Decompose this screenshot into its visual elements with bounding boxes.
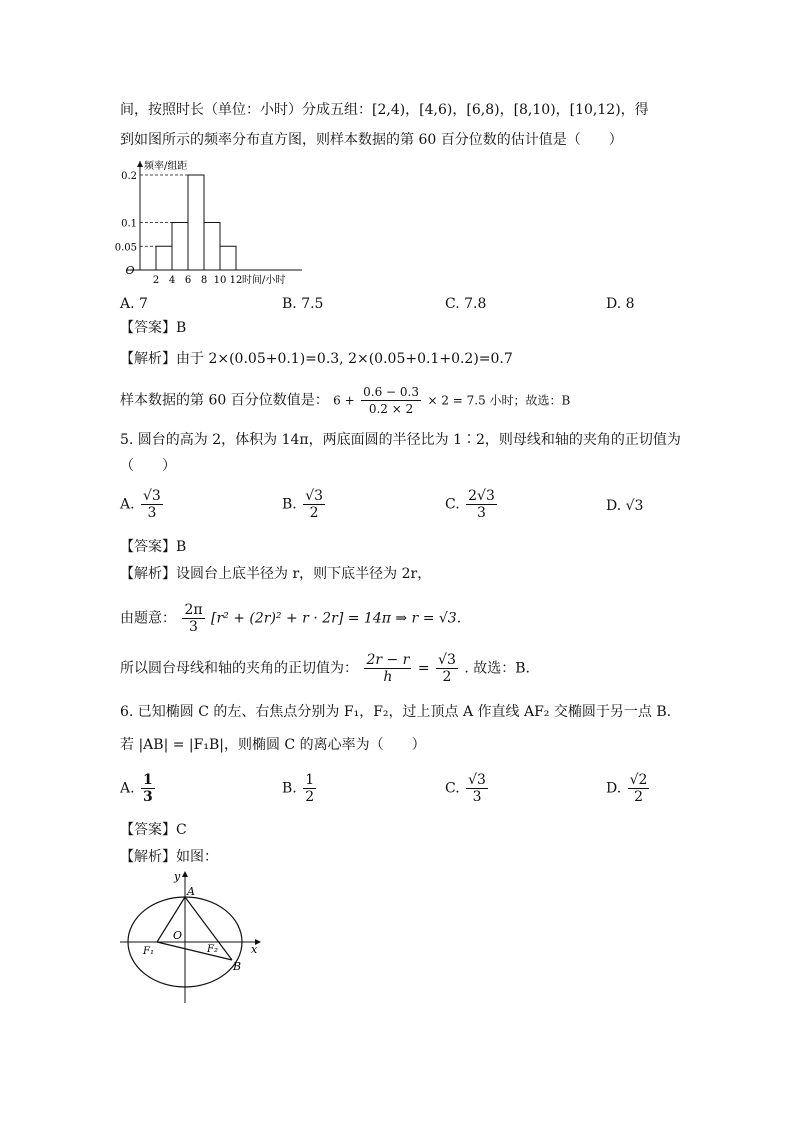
q4-stem-line1: 间，按照时长（单位：小时）分成五组：[2,4)，[4,6)，[6,8)，[8,10)，[10,12)，得 — [120, 102, 649, 118]
q6-option-a-label: A. — [120, 780, 135, 797]
q4-analysis-label: 【解析】 — [120, 351, 176, 367]
q6-analysis: 【解析】如图： — [120, 849, 218, 865]
q5-option-c-num: 2√3 — [468, 488, 495, 504]
x-tick-label: 2 — [152, 275, 160, 286]
q6-option-c-den: 3 — [472, 789, 482, 805]
q5-option-d — [606, 498, 643, 514]
q6-stem-line1: 6. 已知椭圆 C 的左、右焦点分别为 F₁，F₂，过上顶点 A 作直线 AF₂ 交椭圆于另一点 B. — [120, 704, 672, 720]
q4-conclusion-lead: 6 + — [333, 393, 355, 408]
q4-conclusion-prefix: 样本数据的第 60 百分位数值是： — [120, 392, 329, 409]
label-A: A — [187, 885, 195, 898]
histogram-bar — [204, 223, 220, 271]
q6-stem-line2: 若 |AB| = |F₁B|，则椭圆 C 的离心率为（ ） — [120, 737, 426, 753]
q5-option-c-fraction — [466, 488, 497, 521]
q5-option-a-num: √3 — [143, 488, 161, 504]
q5-option-a-den: 3 — [147, 505, 157, 521]
q5-analysis2-den: 3 — [189, 619, 198, 635]
q5-option-b-label: B. — [282, 496, 297, 513]
q5-option-d-value: √3 — [625, 498, 644, 514]
y-axis-arrow — [137, 161, 143, 167]
q5-option-a — [120, 488, 165, 521]
label-y: y — [174, 870, 181, 883]
ellipse-figure — [115, 868, 270, 1008]
label-B: B — [233, 960, 242, 973]
q6-option-b — [282, 772, 318, 805]
q5-analysis2-body: [r² + (2r)² + r · 2r] = 14π ⇒ r = √3. — [211, 610, 462, 627]
histogram-bar — [172, 223, 188, 271]
q6-option-c-label: C. — [445, 780, 460, 797]
q6-option-c — [445, 772, 490, 805]
y-tick-label: 0.1 — [121, 218, 137, 230]
q4-conclusion-fraction — [361, 384, 421, 417]
q5-option-d-label: D. — [606, 498, 622, 514]
x-tick-label: 4 — [168, 275, 176, 286]
y-tick-label: 0.2 — [121, 171, 137, 182]
q5-stem-line2: （ ） — [120, 458, 176, 474]
q6-option-a-den: 3 — [143, 789, 153, 805]
q5-analysis3-suffix: . 故选：B. — [464, 660, 530, 677]
q4-option-d: D. 8 — [606, 296, 635, 312]
q5-analysis3-prefix: 所以圆台母线和轴的夹角的正切值为： — [120, 660, 358, 677]
q4-conclusion — [120, 384, 570, 417]
histogram-bar — [156, 246, 172, 270]
x-tick-label: 12 — [229, 275, 243, 286]
q6-option-a — [120, 772, 157, 805]
x-tick-label: 6 — [184, 275, 192, 286]
q5-option-a-fraction — [141, 488, 163, 521]
q5-analysis-line3 — [120, 652, 530, 685]
q4-answer: 【答案】B — [120, 320, 187, 336]
frequency-histogram — [112, 155, 312, 290]
q6-option-d — [606, 772, 651, 805]
q5-option-b-num: √3 — [305, 488, 324, 504]
q6-option-c-fraction — [466, 772, 488, 805]
histogram-bar — [188, 175, 204, 270]
q6-option-d-label: D. — [606, 780, 622, 797]
q4-conclusion-suffix: × 2 = 7.5 小时；故选：B — [427, 393, 571, 408]
q6-option-b-den: 2 — [305, 789, 315, 805]
q4-option-c: C. 7.8 — [445, 296, 487, 312]
y-tick-label: 0.05 — [114, 242, 137, 254]
q5-analysis3-num: 2r − r — [366, 652, 410, 668]
y-axis-arrow — [182, 871, 188, 877]
q5-analysis3-den: h — [383, 669, 393, 685]
q5-option-a-label: A. — [120, 496, 135, 513]
q6-option-a-fraction — [141, 772, 155, 805]
q4-conclusion-num: 0.6 − 0.3 — [363, 385, 419, 399]
origin-label: O — [125, 264, 135, 277]
q6-option-b-fraction — [303, 772, 316, 805]
q6-option-c-num: √3 — [468, 772, 486, 788]
x-tick-label: 10 — [213, 275, 227, 286]
q5-analysis3-num2: √3 — [438, 652, 456, 668]
q6-option-d-fraction — [628, 772, 650, 805]
q4-option-b: B. 7.5 — [282, 296, 324, 312]
q5-analysis3-eq: = — [417, 660, 430, 677]
q4-stem-line2: 到如图所示的频率分布直方图，则样本数据的第 60 百分位数的估计值是（ ） — [120, 132, 623, 148]
q4-analysis-expr: 由于 2×(0.05+0.1)=0.3, 2×(0.05+0.1+0.2)=0.7 — [176, 351, 513, 367]
q6-option-b-label: B. — [282, 780, 297, 797]
q5-option-b — [282, 488, 327, 521]
q5-option-c-label: C. — [445, 496, 460, 513]
q5-answer: 【答案】B — [120, 539, 187, 555]
histogram-bar — [220, 246, 236, 270]
q5-analysis2-num: 2π — [184, 602, 203, 618]
q4-conclusion-den: 0.2 × 2 — [368, 402, 414, 416]
label-x: x — [251, 943, 258, 956]
q5-analysis-line1: 【解析】设圆台上底半径为 r，则下底半径为 2r， — [120, 566, 432, 582]
q5-analysis3-fraction1 — [364, 652, 411, 685]
x-axis-title: 时间/小时 — [242, 275, 286, 286]
q4-option-a: A. 7 — [120, 296, 148, 312]
q5-option-c — [445, 488, 499, 521]
q5-analysis3-fraction2 — [436, 652, 458, 685]
q5-analysis3-den2: 2 — [442, 669, 452, 685]
label-F1: F₁ — [143, 946, 154, 957]
q5-analysis2-fraction — [182, 602, 204, 635]
q5-option-b-den: 2 — [309, 505, 319, 521]
label-F2: F₂ — [207, 944, 218, 955]
q6-option-d-num: √2 — [629, 772, 648, 788]
q5-option-b-fraction — [303, 488, 325, 521]
q6-answer: 【答案】C — [120, 822, 187, 838]
q5-analysis-line2 — [120, 602, 461, 635]
q6-option-b-num: 1 — [305, 772, 315, 788]
q6-option-d-den: 2 — [634, 789, 644, 805]
label-O: O — [173, 929, 183, 942]
q6-option-a-num: 1 — [143, 772, 153, 788]
x-tick-label: 8 — [200, 275, 208, 286]
q5-option-c-den: 3 — [477, 505, 486, 521]
q5-analysis2-prefix: 由题意： — [120, 610, 176, 627]
y-axis-title: 频率/组距 — [144, 161, 188, 172]
q4-analysis — [120, 349, 513, 369]
q5-stem-line1: 5. 圆台的高为 2，体积为 14π，两底面圆的半径比为 1∶2，则母线和轴的夹角的正切值为 — [120, 432, 681, 448]
